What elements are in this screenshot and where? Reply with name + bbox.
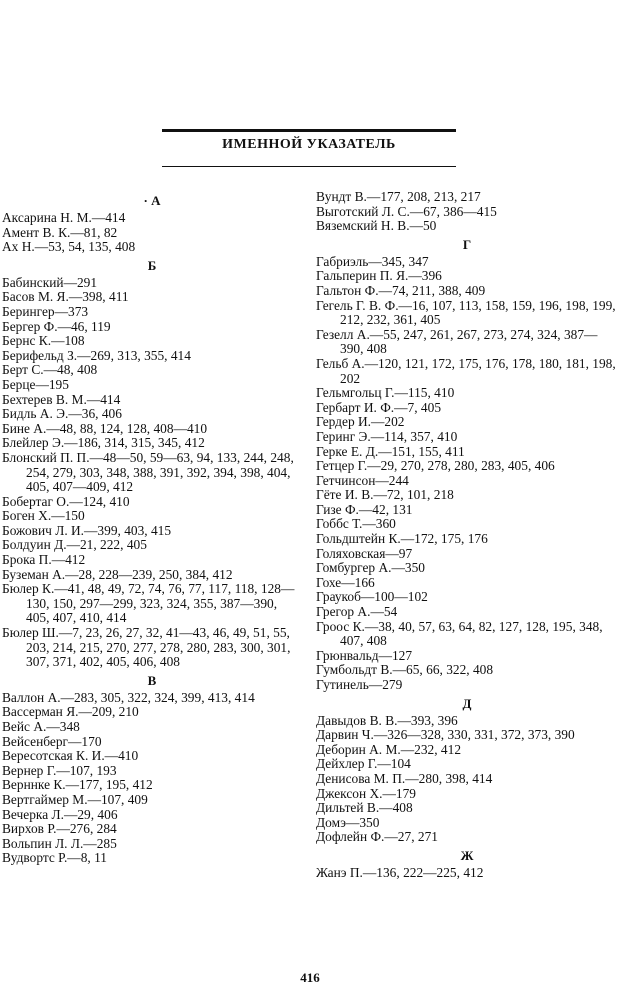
entry-name: Блейлер Э. bbox=[2, 435, 65, 451]
index-entry bbox=[2, 524, 302, 539]
index-entry bbox=[2, 705, 302, 720]
index-title: ИМЕННОЙ УКАЗАТЕЛЬ bbox=[222, 137, 396, 152]
entry-pages: —42, 131 bbox=[358, 501, 413, 517]
entry-name: Гетцер Г. bbox=[316, 458, 368, 474]
entry-name: Деборин А. М. bbox=[316, 741, 401, 757]
entry-pages: —151, 155, 411 bbox=[378, 443, 465, 459]
entry-pages: —28, 228—239, 250, 384, 412 bbox=[65, 566, 233, 582]
entry-name: Дейхлер Г. bbox=[316, 756, 378, 772]
entry-name: Бернс К. bbox=[2, 333, 52, 349]
entry-pages: —283, 305, 322, 324, 399, 413, 414 bbox=[60, 689, 255, 705]
index-entry bbox=[2, 495, 302, 510]
index-entry bbox=[316, 190, 618, 205]
index-entry bbox=[316, 743, 618, 758]
entry-name: Берт С. bbox=[2, 362, 44, 378]
index-entry bbox=[2, 720, 302, 735]
index-entry bbox=[316, 445, 618, 460]
entry-pages: —104 bbox=[377, 756, 411, 772]
section-letter-heading: В bbox=[147, 672, 157, 688]
entry-name: Вундт В. bbox=[316, 189, 367, 204]
entry-pages: —46, 119 bbox=[57, 318, 111, 334]
entry-pages: —8, 11 bbox=[67, 850, 107, 866]
entry-name: Вернер Г. bbox=[2, 762, 57, 778]
entry-pages: —100—102 bbox=[360, 589, 428, 605]
index-entry bbox=[2, 793, 302, 808]
entry-name: Вольпин Л. Л. bbox=[2, 835, 84, 851]
entry-pages: —55, 247, 261, 267, 273, 274, 324, 387—390, 408 bbox=[340, 326, 598, 357]
index-entry bbox=[2, 568, 302, 583]
index-entry bbox=[316, 561, 618, 576]
entry-pages: —345, 347 bbox=[368, 253, 429, 269]
entry-pages: —393, 396 bbox=[397, 712, 458, 728]
entry-name: Бюлер Ш. bbox=[2, 625, 59, 641]
index-entry bbox=[316, 474, 618, 489]
index-entry bbox=[2, 778, 302, 793]
page-number: 416 bbox=[300, 970, 320, 985]
entry-pages: —410 bbox=[104, 748, 139, 764]
entry-pages: —186, 314, 315, 345, 412 bbox=[64, 435, 205, 451]
index-entry bbox=[316, 488, 618, 503]
index-entry bbox=[316, 801, 618, 816]
entry-pages: —136, 222—225, 412 bbox=[362, 864, 484, 880]
index-entry bbox=[316, 299, 618, 328]
index-entry bbox=[2, 334, 302, 349]
index-entry bbox=[316, 728, 618, 743]
entry-name: Гетчинсон bbox=[316, 472, 376, 488]
index-entry bbox=[2, 305, 302, 320]
index-entry bbox=[2, 240, 302, 255]
entry-name: Выготский Л. С. bbox=[316, 203, 410, 219]
entry-name: Болдуин Д. bbox=[2, 537, 67, 553]
entry-pages: —107, 409 bbox=[87, 791, 148, 807]
entry-name: Басов М. Я. bbox=[2, 289, 69, 305]
entry-pages: —350 bbox=[345, 814, 380, 830]
entry-pages: —53, 54, 135, 408 bbox=[34, 239, 136, 255]
entry-name: Аксарина Н. М. bbox=[2, 210, 92, 225]
entry-name: Гельб А. bbox=[316, 355, 365, 371]
entry-name: Джексон Х. bbox=[316, 785, 383, 801]
index-entry bbox=[2, 509, 302, 524]
section-letter-heading: · А bbox=[143, 193, 161, 208]
entry-pages: —396 bbox=[408, 268, 442, 284]
entry-name: Бидль А. Э. bbox=[2, 406, 69, 422]
entry-name: Геринг Э. bbox=[316, 428, 371, 444]
entry-name: Грегор А. bbox=[316, 604, 371, 620]
index-entry bbox=[316, 714, 618, 729]
index-entry bbox=[316, 605, 618, 620]
title-rule-bottom bbox=[162, 166, 456, 167]
entry-pages: —38, 40, 57, 63, 64, 82, 127, 128, 195, 348, 407, 408 bbox=[340, 618, 603, 649]
index-entry bbox=[316, 386, 618, 401]
index-entry bbox=[2, 822, 302, 837]
index-entry bbox=[2, 290, 302, 305]
entry-pages: —291 bbox=[63, 274, 98, 290]
entry-pages: —276, 284 bbox=[56, 821, 117, 837]
entry-pages: —202 bbox=[371, 414, 405, 430]
entry-name: Бехтерев В. М. bbox=[2, 391, 87, 407]
entry-name: Верннке К. bbox=[2, 777, 66, 793]
entry-pages: —16, 107, 113, 158, 159, 196, 198, 199, 212, 232, 361, 405 bbox=[340, 297, 616, 328]
entry-name: Вудвортс Р. bbox=[2, 850, 68, 866]
entry-name: Дофлейн Ф. bbox=[316, 829, 385, 845]
entry-name: Гроос К. bbox=[316, 618, 365, 634]
index-entry bbox=[316, 772, 618, 787]
entry-pages: —414 bbox=[86, 391, 121, 407]
entry-pages: —127 bbox=[378, 647, 413, 663]
entry-name: Боген Х. bbox=[2, 508, 52, 524]
entry-name: Брока П. bbox=[2, 552, 52, 568]
index-entry bbox=[2, 422, 302, 437]
entry-pages: —232, 412 bbox=[400, 741, 462, 757]
entry-pages: —350 bbox=[391, 560, 425, 576]
index-entry bbox=[316, 415, 618, 430]
entry-name: Берингер bbox=[2, 303, 55, 319]
entry-name: Бергер Ф. bbox=[2, 318, 58, 334]
entry-name: Вересотская К. И. bbox=[2, 748, 105, 764]
entry-name: Гомбургер А. bbox=[316, 560, 392, 576]
entry-name: Денисова М. П. bbox=[316, 770, 406, 786]
index-entry bbox=[316, 503, 618, 518]
entry-name: Гезелл А. bbox=[316, 326, 370, 342]
index-entry bbox=[316, 678, 618, 693]
entry-name: Гоббс Т. bbox=[316, 516, 363, 532]
index-entry bbox=[2, 735, 302, 750]
index-entry bbox=[316, 663, 618, 678]
entry-name: Блонский П. П. bbox=[2, 449, 90, 465]
entry-name: Вечерка Л. bbox=[2, 806, 64, 822]
entry-name: Гальтон Ф. bbox=[316, 282, 379, 298]
entry-pages: —74, 211, 388, 409 bbox=[378, 282, 486, 298]
index-entry bbox=[2, 749, 302, 764]
index-entry bbox=[316, 328, 618, 357]
entry-pages: —195 bbox=[35, 376, 69, 392]
entry-name: Голяховская bbox=[316, 545, 386, 561]
section-letter-heading: Г bbox=[462, 236, 472, 252]
index-entry bbox=[2, 837, 302, 852]
entry-name: Гутинель bbox=[316, 677, 369, 692]
entry-pages: —150 bbox=[51, 508, 85, 524]
entry-name: Гербарт И. Ф. bbox=[316, 399, 395, 415]
index-entry bbox=[2, 451, 302, 495]
entry-name: Жанэ П. bbox=[316, 864, 363, 880]
entry-name: Грюнвальд bbox=[316, 647, 379, 663]
entry-pages: —97 bbox=[385, 545, 413, 561]
entry-name: Вяземский Н. В. bbox=[316, 218, 410, 234]
entry-name: Валлон А. bbox=[2, 689, 61, 705]
entry-pages: —54 bbox=[370, 604, 398, 620]
entry-pages: —177, 208, 213, 217 bbox=[366, 189, 481, 204]
entry-name: Гольдштейн К. bbox=[316, 531, 401, 547]
index-entry bbox=[2, 393, 302, 408]
entry-pages: —29, 270, 278, 280, 283, 405, 406 bbox=[367, 458, 555, 474]
index-entry bbox=[2, 691, 302, 706]
entry-pages: —124, 410 bbox=[69, 493, 130, 509]
entry-name: Бине А. bbox=[2, 420, 47, 436]
index-entry bbox=[316, 620, 618, 649]
index-entry bbox=[2, 211, 302, 226]
entry-pages: —179 bbox=[382, 785, 416, 801]
entry-pages: —398, 411 bbox=[68, 289, 129, 305]
index-entry bbox=[2, 538, 302, 553]
entry-name: Берифельд З. bbox=[2, 347, 78, 363]
index-entry bbox=[2, 407, 302, 422]
entry-pages: —29, 406 bbox=[63, 806, 118, 822]
entry-name: Гельмгольц Г. bbox=[316, 385, 395, 401]
entry-pages: —269, 313, 355, 414 bbox=[77, 347, 191, 363]
entry-pages: —72, 101, 218 bbox=[373, 487, 454, 503]
entry-pages: —108 bbox=[51, 333, 85, 349]
entry-pages: —414 bbox=[91, 210, 126, 225]
index-entry bbox=[2, 276, 302, 291]
entry-pages: —36, 406 bbox=[68, 406, 122, 422]
index-entry bbox=[316, 401, 618, 416]
index-entry bbox=[316, 590, 618, 605]
entry-pages: —48, 88, 124, 128, 408—410 bbox=[46, 420, 208, 436]
entry-name: Давыдов В. В. bbox=[316, 712, 398, 728]
entry-pages: —209, 210 bbox=[78, 704, 139, 720]
entry-name: Берце bbox=[2, 376, 36, 392]
section-letter-heading: Д bbox=[462, 695, 472, 711]
index-entry bbox=[2, 378, 302, 393]
entry-pages: —326—328, 330, 331, 372, 373, 390 bbox=[373, 727, 575, 743]
index-entry bbox=[316, 830, 618, 845]
entry-pages: —166 bbox=[341, 574, 375, 590]
entry-pages: —41, 48, 49, 72, 74, 76, 77, 117, 118, 128—130, 150, 297—299, 323, 324, 355, 387—390, 405, 407, 410, 414 bbox=[26, 581, 295, 626]
entry-pages: —21, 222, 405 bbox=[66, 537, 147, 553]
entry-name: Вассерман Я. bbox=[2, 704, 79, 720]
index-entry bbox=[316, 459, 618, 474]
index-entry bbox=[2, 363, 302, 378]
entry-pages: —279 bbox=[368, 677, 403, 692]
entry-name: Дильтей В. bbox=[316, 800, 380, 816]
entry-name: Габриэль bbox=[316, 253, 369, 269]
section-letter-heading: Б bbox=[147, 257, 157, 273]
entry-pages: —67, 386—415 bbox=[409, 203, 497, 219]
entry-pages: —412 bbox=[51, 552, 86, 568]
index-entry bbox=[2, 349, 302, 364]
index-entry bbox=[2, 582, 302, 626]
index-entry bbox=[2, 436, 302, 451]
index-entry bbox=[316, 532, 618, 547]
entry-name: Бабинский bbox=[2, 274, 64, 290]
entry-pages: —408 bbox=[379, 800, 413, 816]
entry-pages: —107, 193 bbox=[56, 762, 117, 778]
entry-pages: —399, 403, 415 bbox=[84, 522, 172, 538]
entry-name: Гегель Г. В. Ф. bbox=[316, 297, 399, 313]
index-entry bbox=[316, 517, 618, 532]
entry-name: Гохе bbox=[316, 574, 342, 590]
index-entry bbox=[2, 808, 302, 823]
entry-pages: —114, 357, 410 bbox=[370, 428, 458, 444]
entry-name: Ах Н. bbox=[2, 239, 35, 255]
index-entry bbox=[2, 553, 302, 568]
entry-name: Гёте И. В. bbox=[316, 487, 374, 503]
entry-name: Гальперин П. Я. bbox=[316, 268, 409, 284]
index-entry bbox=[2, 851, 302, 866]
entry-name: Гизе Ф. bbox=[316, 501, 359, 517]
section-letter-heading: Ж bbox=[460, 847, 474, 863]
entry-pages: —48, 408 bbox=[43, 362, 98, 378]
index-entry bbox=[2, 626, 302, 670]
entry-pages: —244 bbox=[375, 472, 409, 488]
entry-pages: —177, 195, 412 bbox=[65, 777, 153, 793]
index-entry bbox=[316, 787, 618, 802]
index-entry bbox=[316, 576, 618, 591]
entry-name: Амент В. К. bbox=[2, 224, 71, 240]
entry-name: Герке Е. Д. bbox=[316, 443, 379, 459]
entry-pages: —27, 271 bbox=[384, 829, 438, 845]
entry-pages: —50 bbox=[409, 218, 437, 234]
entry-pages: —285 bbox=[83, 835, 117, 851]
entry-pages: —7, 405 bbox=[394, 399, 442, 415]
entry-name: Дарвин Ч. bbox=[316, 727, 374, 743]
entry-pages: —7, 23, 26, 27, 32, 41—43, 46, 49, 51, 55, 203, 214, 215, 270, 277, 278, 280, 283, 300, 301, 307, 371, 402, 405, 406, 408 bbox=[26, 625, 291, 670]
entry-name: Гумбольдт В. bbox=[316, 662, 393, 678]
index-column-left bbox=[2, 190, 302, 866]
entry-pages: —48—50, 59—63, 94, 133, 244, 248, 254, 279, 303, 348, 388, 391, 392, 394, 398, 404, 405, 407—409, 412 bbox=[26, 449, 294, 495]
entry-pages: —65, 66, 322, 408 bbox=[392, 662, 494, 678]
index-entry bbox=[2, 320, 302, 335]
index-entry bbox=[2, 764, 302, 779]
entry-pages: —120, 121, 172, 175, 176, 178, 180, 181, 198, 202 bbox=[340, 355, 616, 386]
index-entry bbox=[316, 269, 618, 284]
entry-name: Вертгаймер М. bbox=[2, 791, 88, 807]
entry-pages: —373 bbox=[54, 303, 89, 319]
index-entry bbox=[316, 284, 618, 299]
index-entry bbox=[316, 816, 618, 831]
entry-name: Вирхов Р. bbox=[2, 821, 57, 837]
index-entry bbox=[316, 430, 618, 445]
index-entry bbox=[316, 547, 618, 562]
entry-pages: —348 bbox=[46, 719, 80, 734]
entry-pages: —170 bbox=[68, 733, 102, 749]
entry-name: Буземан А. bbox=[2, 566, 66, 582]
index-entry bbox=[316, 866, 618, 881]
index-entry bbox=[316, 219, 618, 234]
index-entry bbox=[316, 757, 618, 772]
index-entry bbox=[316, 255, 618, 270]
entry-name: Божович Л. И. bbox=[2, 522, 85, 538]
entry-pages: —360 bbox=[362, 516, 396, 532]
index-entry bbox=[316, 649, 618, 664]
index-entry bbox=[316, 205, 618, 220]
entry-pages: —172, 175, 176 bbox=[400, 531, 488, 547]
entry-pages: —115, 410 bbox=[394, 385, 455, 401]
title-rule-top bbox=[162, 129, 456, 132]
index-entry bbox=[2, 226, 302, 241]
entry-name: Бюлер К. bbox=[2, 581, 55, 597]
entry-name: Домэ bbox=[316, 814, 346, 830]
entry-name: Гердер И. bbox=[316, 414, 372, 430]
index-column-right bbox=[316, 190, 618, 881]
entry-name: Вейсенберг bbox=[2, 733, 69, 749]
entry-pages: —280, 398, 414 bbox=[405, 770, 493, 786]
entry-name: Бобертаг О. bbox=[2, 493, 70, 509]
index-entry bbox=[316, 357, 618, 386]
entry-pages: —81, 82 bbox=[70, 224, 118, 240]
entry-name: Граукоб bbox=[316, 589, 361, 605]
entry-name: Вейс А. bbox=[2, 719, 47, 734]
